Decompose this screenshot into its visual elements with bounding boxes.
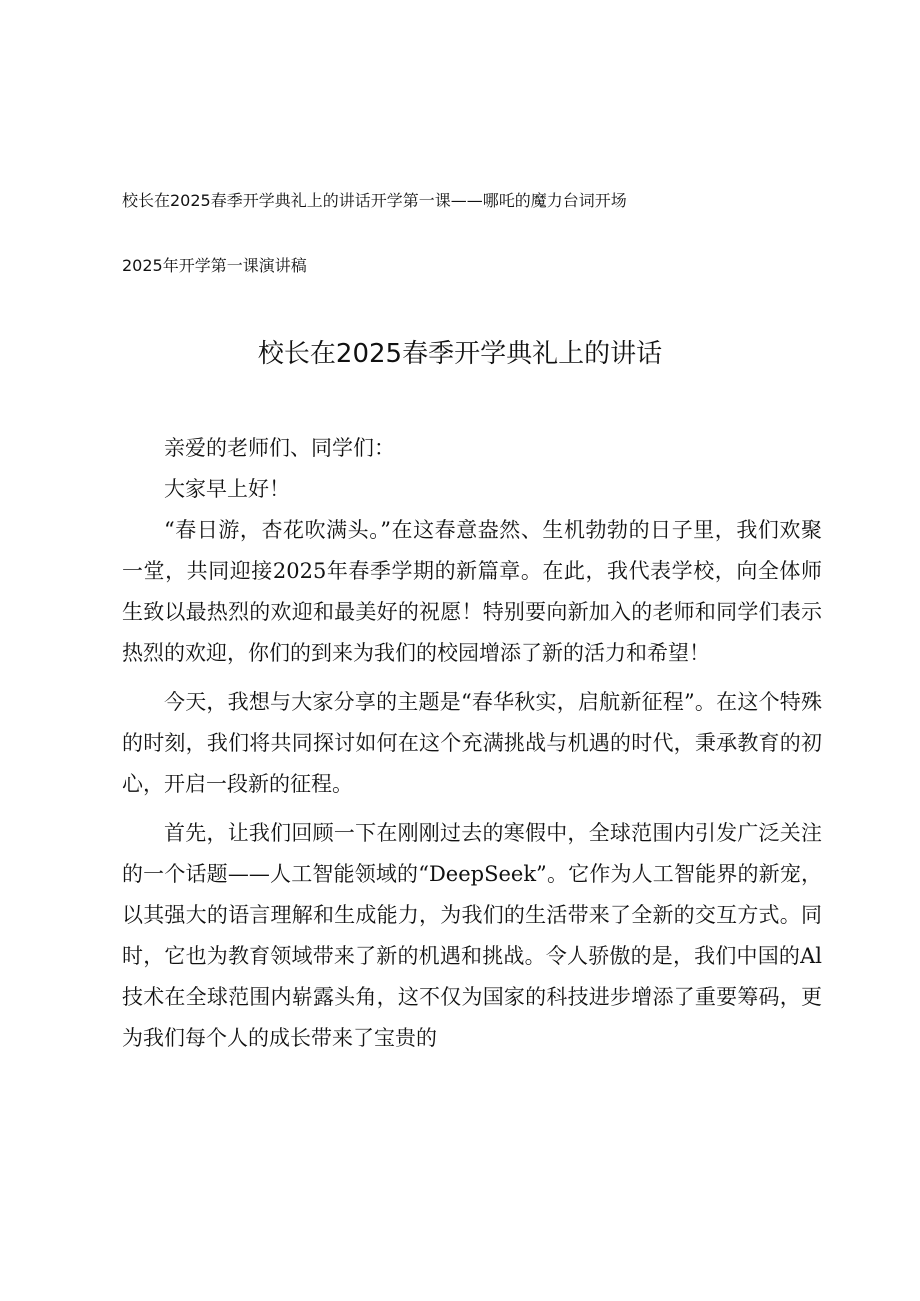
related-doc-title-2: 2025年开学第一课演讲稿	[122, 256, 307, 275]
paragraph: 今天，我想与大家分享的主题是“春华秋实，启航新征程”。在这个特殊的时刻，我们将共同探讨如何在这个充满挑战与机遇的时代，秉承教育的初心，开启一段新的征程。	[122, 690, 822, 796]
speech-body	[122, 428, 822, 1059]
paragraph: 首先，让我们回顾一下在刚刚过去的寒假中，全球范围内引发广泛关注的一个话题——人工智能领域的“DeepSeek”。它作为人工智能界的新宠，以其强大的语言理解和生成能力，为我们的生活带来了全新的交互方式。同时，它也为教育领域带来了新的机遇和挑战。令人骄傲的是，我们中国的Al技术在全球范围内崭露头角，这不仅为国家的科技进步增添了重要筹码，更为我们每个人的成长带来了宝贵的	[122, 821, 822, 1050]
salutation: 亲爱的老师们、同学们：	[164, 436, 395, 460]
greeting: 大家早上好！	[164, 477, 290, 501]
paragraph: “春日游，杏花吹满头。”在这春意盎然、生机勃勃的日子里，我们欢聚一堂，共同迎接2025年春季学期的新篇章。在此，我代表学校，向全体师生致以最热烈的欢迎和最美好的祝愿！特别要向新加入的老师和同学们表示热烈的欢迎，你们的到来为我们的校园增添了新的活力和希望！	[122, 518, 822, 665]
page-title: 校长在2025春季开学典礼上的讲话	[257, 339, 663, 369]
related-doc-title-1: 校长在2025春季开学典礼上的讲话开学第一课——哪吒的魔力台词开场	[122, 191, 627, 210]
